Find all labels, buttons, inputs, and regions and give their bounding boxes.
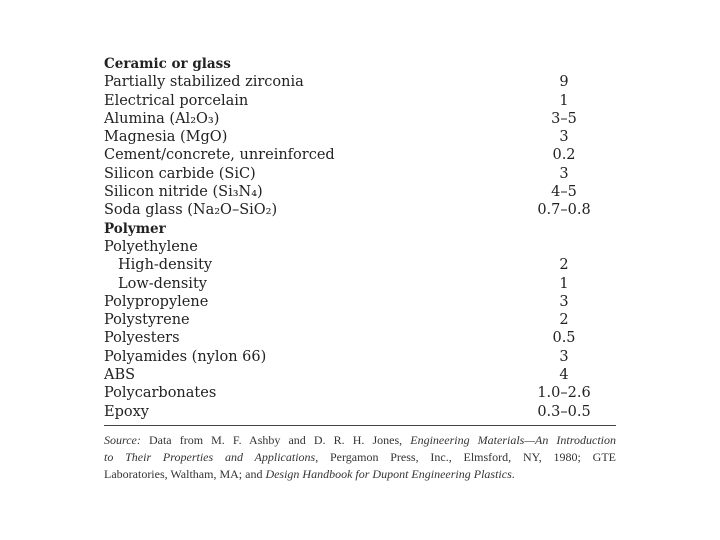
- table-row: [104, 92, 616, 110]
- material-name: Polycarbonates: [104, 385, 217, 402]
- material-name: Electrical porcelain: [104, 92, 249, 109]
- toughness-value: 3: [559, 129, 569, 146]
- material-name: Cement/concrete, unreinforced: [104, 147, 335, 164]
- source-prefix: Source:: [104, 433, 141, 447]
- toughness-value: 3: [559, 348, 569, 365]
- table-row: [104, 256, 616, 274]
- table-row: [104, 238, 616, 256]
- table-row: [104, 348, 616, 366]
- toughness-value: 3: [559, 165, 569, 182]
- table-row: [104, 311, 616, 329]
- table-row: [104, 73, 616, 91]
- material-name: Soda glass (Na₂O–SiO₂): [104, 202, 278, 219]
- material-name: Magnesia (MgO): [104, 129, 228, 146]
- toughness-value: 1: [559, 92, 569, 109]
- source-book-1-cont: to Their Properties and Applications: [104, 450, 316, 464]
- table-row: [104, 275, 616, 293]
- material-name: Polyamides (nylon 66): [104, 348, 267, 365]
- toughness-value: 3–5: [551, 110, 577, 127]
- toughness-value: 3: [559, 293, 569, 310]
- source-note: [104, 432, 616, 483]
- source-text-1: Data from M. F. Ashby and D. R. H. Jones,: [140, 433, 411, 447]
- table-row: [104, 128, 616, 146]
- material-name: Polystyrene: [104, 312, 190, 329]
- material-name: Silicon carbide (SiC): [104, 165, 256, 182]
- toughness-value: 2: [559, 257, 569, 274]
- table-row: [104, 329, 616, 347]
- source-line-2: [104, 449, 616, 466]
- table-row: [104, 110, 616, 128]
- toughness-value: 1: [559, 275, 569, 292]
- source-line-3: [104, 466, 616, 483]
- section-heading: [104, 220, 616, 238]
- source-book-2: Design Handbook for Dupont Engineering Plastics: [265, 467, 512, 481]
- table-row: [104, 293, 616, 311]
- table-row: [104, 165, 616, 183]
- source-text-2: , Pergamon Press, Inc., Elmsford, NY, 1980; GTE: [315, 450, 617, 464]
- table-row: [104, 146, 616, 164]
- toughness-value: 0.7–0.8: [537, 202, 591, 219]
- material-name: ABS: [104, 367, 136, 384]
- toughness-value: 4–5: [551, 184, 577, 201]
- source-line-1: [104, 432, 616, 449]
- section-heading: [104, 55, 616, 73]
- toughness-value: 0.2: [552, 147, 576, 164]
- section-heading-label: Ceramic or glass: [104, 56, 231, 72]
- table-row: [104, 201, 616, 219]
- toughness-value: 0.5: [552, 330, 576, 347]
- toughness-value: 0.3–0.5: [537, 403, 591, 420]
- material-name: Low-density: [118, 275, 207, 292]
- material-name: High-density: [118, 257, 213, 274]
- source-text-3: Laboratories, Waltham, MA; and: [104, 467, 266, 481]
- toughness-value: 1.0–2.6: [537, 385, 591, 402]
- table-row: [104, 366, 616, 384]
- material-name: Silicon nitride (Si₃N₄): [104, 184, 263, 201]
- section-heading-label: Polymer: [104, 220, 166, 237]
- table-row: [104, 384, 616, 402]
- toughness-value: 4: [559, 367, 569, 384]
- material-name: Partially stabilized zirconia: [104, 74, 304, 91]
- source-text-4: .: [511, 467, 515, 481]
- material-name: Alumina (Al₂O₃): [104, 110, 220, 127]
- toughness-value: 2: [559, 312, 569, 329]
- table-divider: [104, 425, 616, 426]
- material-name: Polypropylene: [104, 293, 209, 310]
- source-book-1: Engineering Materials—An Introduction: [410, 433, 616, 447]
- toughness-value: 9: [559, 74, 569, 91]
- table-row: [104, 183, 616, 201]
- material-name: Epoxy: [104, 403, 149, 420]
- fracture-toughness-table: [104, 55, 616, 421]
- material-name: Polyesters: [104, 330, 180, 347]
- table-row: [104, 403, 616, 421]
- material-name: Polyethylene: [104, 238, 198, 255]
